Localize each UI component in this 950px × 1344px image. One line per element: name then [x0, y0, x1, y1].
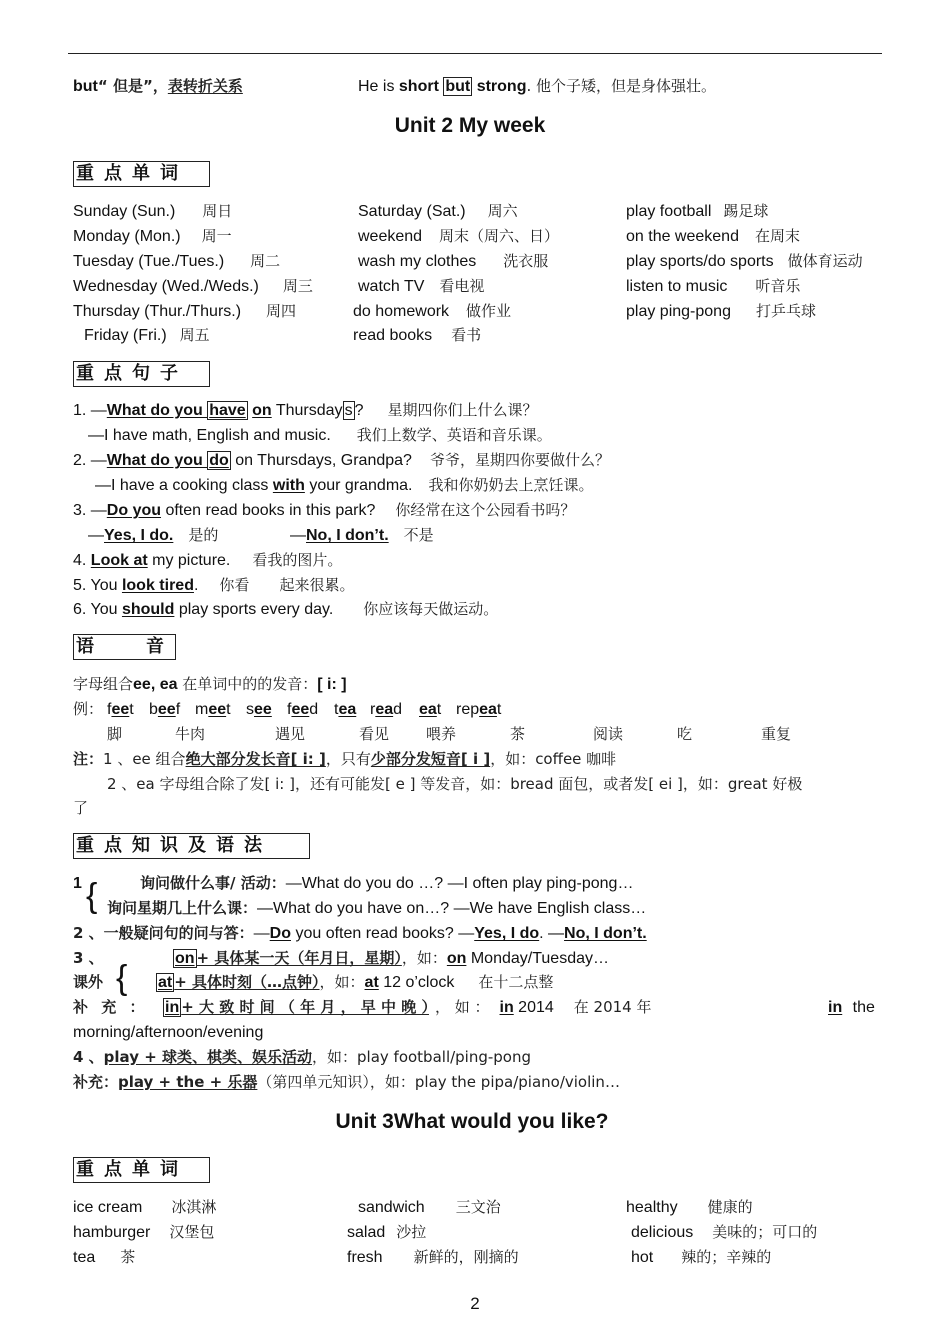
- sentence-2-reply: —I have a cooking class with your grandma. 我和你奶奶去上烹饪课。: [95, 476, 594, 494]
- page-number: 2: [470, 1294, 480, 1313]
- but-note: [73, 79, 243, 95]
- vocab-item: Monday (Mon.) 周一: [73, 227, 232, 245]
- grammar-1b: 询问星期几上什么课：—What do you have on…? —We have English class…: [107, 899, 647, 917]
- but-example: [358, 79, 716, 95]
- phonics-word-cn: 牛肉: [175, 725, 206, 743]
- but-word: but: [73, 78, 98, 95]
- vocab-item: ice cream 冰淇淋: [73, 1198, 217, 1216]
- grammar-3-in-end: in the: [828, 999, 875, 1016]
- grammar-5: 补充：play + the + 乐器（第四单元知识），如：play the pipa/piano/violin…: [73, 1073, 620, 1091]
- grammar-3-on: on + 具体某一天（年月日，星期），如：on Monday/Tuesday…: [175, 949, 609, 967]
- sentence-1-reply: —I have math, English and music. 我们上数学、英语和音乐课。: [88, 426, 552, 444]
- grammar-2: 2 、一般疑问句的问与答：—Do you often read books? —Yes, I do. —No, I don’t.: [73, 924, 647, 942]
- phonics-word-cn: 喂养: [426, 725, 457, 743]
- sentence-3: 3. —Do you often read books in this park? 你经常在这个公园看书吗？: [73, 501, 576, 519]
- sentence-4: 4. Look at my picture. 看我的图片。: [73, 551, 343, 569]
- sentence-3-reply: —Yes, I do. 是的: [88, 526, 219, 544]
- example-text: He is: [358, 78, 399, 95]
- unit2-grammar-heading: 重点知识及语法: [73, 833, 310, 859]
- sentence-2: 2. —What do you do on Thursdays, Grandpa? 爷爷，星期四你要做什么？: [73, 451, 610, 469]
- phonics-word-cn: 阅读: [593, 725, 624, 743]
- vocab-item: listen to music 听音乐: [626, 277, 801, 295]
- vocab-item: salad 沙拉: [347, 1223, 427, 1241]
- vocab-item: watch TV 看电视: [358, 277, 485, 295]
- grammar-3-cont: morning/afternoon/evening: [73, 1024, 264, 1041]
- vocab-item: fresh 新鲜的，刚摘的: [347, 1248, 519, 1266]
- unit3-title: Unit 3What would you like?: [335, 1110, 609, 1133]
- phonics-word-cn: 茶: [510, 725, 526, 743]
- phonics-note-2: 2 、ea 字母组合除了发[ i: ]，还有可能发[ e ] 等发音，如：bread 面包，或者发[ ei ]，如：great 好极: [107, 775, 803, 793]
- header-rule: [68, 53, 882, 54]
- phonics-intro: 字母组合ee, ea 在单词中的的发音：[ i: ]: [73, 675, 347, 693]
- grammar-1a: 询问做什么事/ 活动：—What do you do …? —I often play ping-pong…: [140, 874, 634, 892]
- vocab-item: play football 踢足球: [626, 202, 769, 220]
- vocab-item: do homework 做作业: [353, 302, 512, 320]
- phonics-word: meet: [195, 701, 231, 718]
- vocab-item: Sunday (Sun.) 周日: [73, 202, 233, 220]
- sentence-1: 1. —What do you have on Thursday s ? 星期四你们上什么课？: [73, 401, 538, 419]
- vocab-item: Saturday (Sat.) 周六: [358, 202, 518, 220]
- phonics-word-cn: 重复: [761, 725, 792, 743]
- vocab-item: healthy 健康的: [626, 1198, 753, 1216]
- phonics-word: read: [370, 701, 403, 718]
- example-but-boxed: but: [445, 78, 471, 95]
- vocab-item: Thursday (Thur./Thurs.) 周四: [73, 302, 297, 320]
- phonics-example-label: 例：: [73, 700, 104, 718]
- brace-icon: {: [86, 877, 98, 915]
- sentence-5: 5. You look tired. 你看 起来很累。: [73, 576, 355, 594]
- sentence-6: 6. You should play sports every day. 你应该每天做运动。: [73, 600, 499, 618]
- brace-icon: {: [116, 959, 128, 997]
- grammar-4: 4 、play + 球类、棋类、娱乐活动，如：play football/ping-pong: [73, 1048, 532, 1066]
- but-note-text: 表转折关系: [167, 77, 243, 95]
- phonics-word: repeat: [456, 701, 502, 718]
- grammar-3-in: in + 大 致 时 间 （ 年 月 ， 早 中 晚 ） ， 如 ： in 2014 在 2014 年: [165, 998, 652, 1016]
- phonics-word-cn: 脚: [107, 725, 123, 743]
- unit2-phonics-heading: 语音: [73, 634, 176, 660]
- grammar-3-extra: 课外: [73, 973, 104, 991]
- grammar-1-num: 1: [73, 875, 82, 892]
- unit2-title: Unit 2 My week: [394, 114, 546, 137]
- example-short: short: [398, 78, 439, 95]
- but-meaning: “ 但是”，: [97, 77, 168, 95]
- phonics-word: beef: [149, 701, 181, 718]
- phonics-note-2-cont: 了: [73, 799, 89, 817]
- vocab-item: Tuesday (Tue./Tues.) 周二: [73, 252, 281, 270]
- vocab-item: sandwich 三文治: [358, 1198, 501, 1216]
- phonics-word-cn: 遇见: [275, 725, 306, 743]
- vocab-item: Wednesday (Wed./Weds.) 周三: [73, 277, 313, 295]
- example-cn: . 他个子矮，但是身体强壮。: [526, 77, 717, 95]
- phonics-word-cn: 看见: [359, 725, 390, 743]
- grammar-3-num: 3 、: [73, 949, 104, 967]
- vocab-item: tea 茶: [73, 1248, 136, 1266]
- vocab-item: hamburger 汉堡包: [73, 1223, 215, 1241]
- phonics-word: feed: [287, 701, 319, 718]
- vocab-item: read books 看书: [353, 326, 482, 344]
- phonics-word-cn: 吃: [677, 725, 693, 743]
- unit3-vocab-heading: 重点单词: [73, 1157, 210, 1183]
- phonics-note-1: 注：1 、ee 组合绝大部分发长音[ i: ]，只有少部分发短音[ i ]，如：coffee 咖啡: [73, 750, 617, 768]
- phonics-word: see: [246, 701, 272, 718]
- grammar-3-at: at + 具体时刻（…点钟），如：at 12 o’clock 在十二点整: [158, 973, 554, 991]
- unit2-vocab-heading: 重点单词: [73, 161, 210, 187]
- grammar-3-supp: 补 充 ：: [73, 998, 149, 1016]
- vocab-item: delicious 美味的；可口的: [631, 1223, 818, 1241]
- phonics-word: feet: [107, 701, 134, 718]
- vocab-item: play sports/do sports 做体育运动: [626, 252, 863, 270]
- vocab-item: on the weekend 在周末: [626, 227, 800, 245]
- example-strong: strong: [476, 78, 527, 95]
- vocab-item: hot 辣的；辛辣的: [631, 1248, 772, 1266]
- vocab-item: wash my clothes 洗衣服: [358, 252, 549, 270]
- unit2-sentences-heading: 重点句子: [73, 361, 210, 387]
- phonics-word: tea: [334, 701, 357, 718]
- phonics-word: eat: [419, 701, 442, 718]
- vocab-item: Friday (Fri.) 周五: [84, 326, 210, 344]
- vocab-item: weekend 周末（周六、日）: [358, 227, 560, 245]
- vocab-item: play ping-pong 打乒乓球: [626, 302, 816, 320]
- sentence-3-reply-no: —No, I don’t. 不是: [290, 526, 434, 544]
